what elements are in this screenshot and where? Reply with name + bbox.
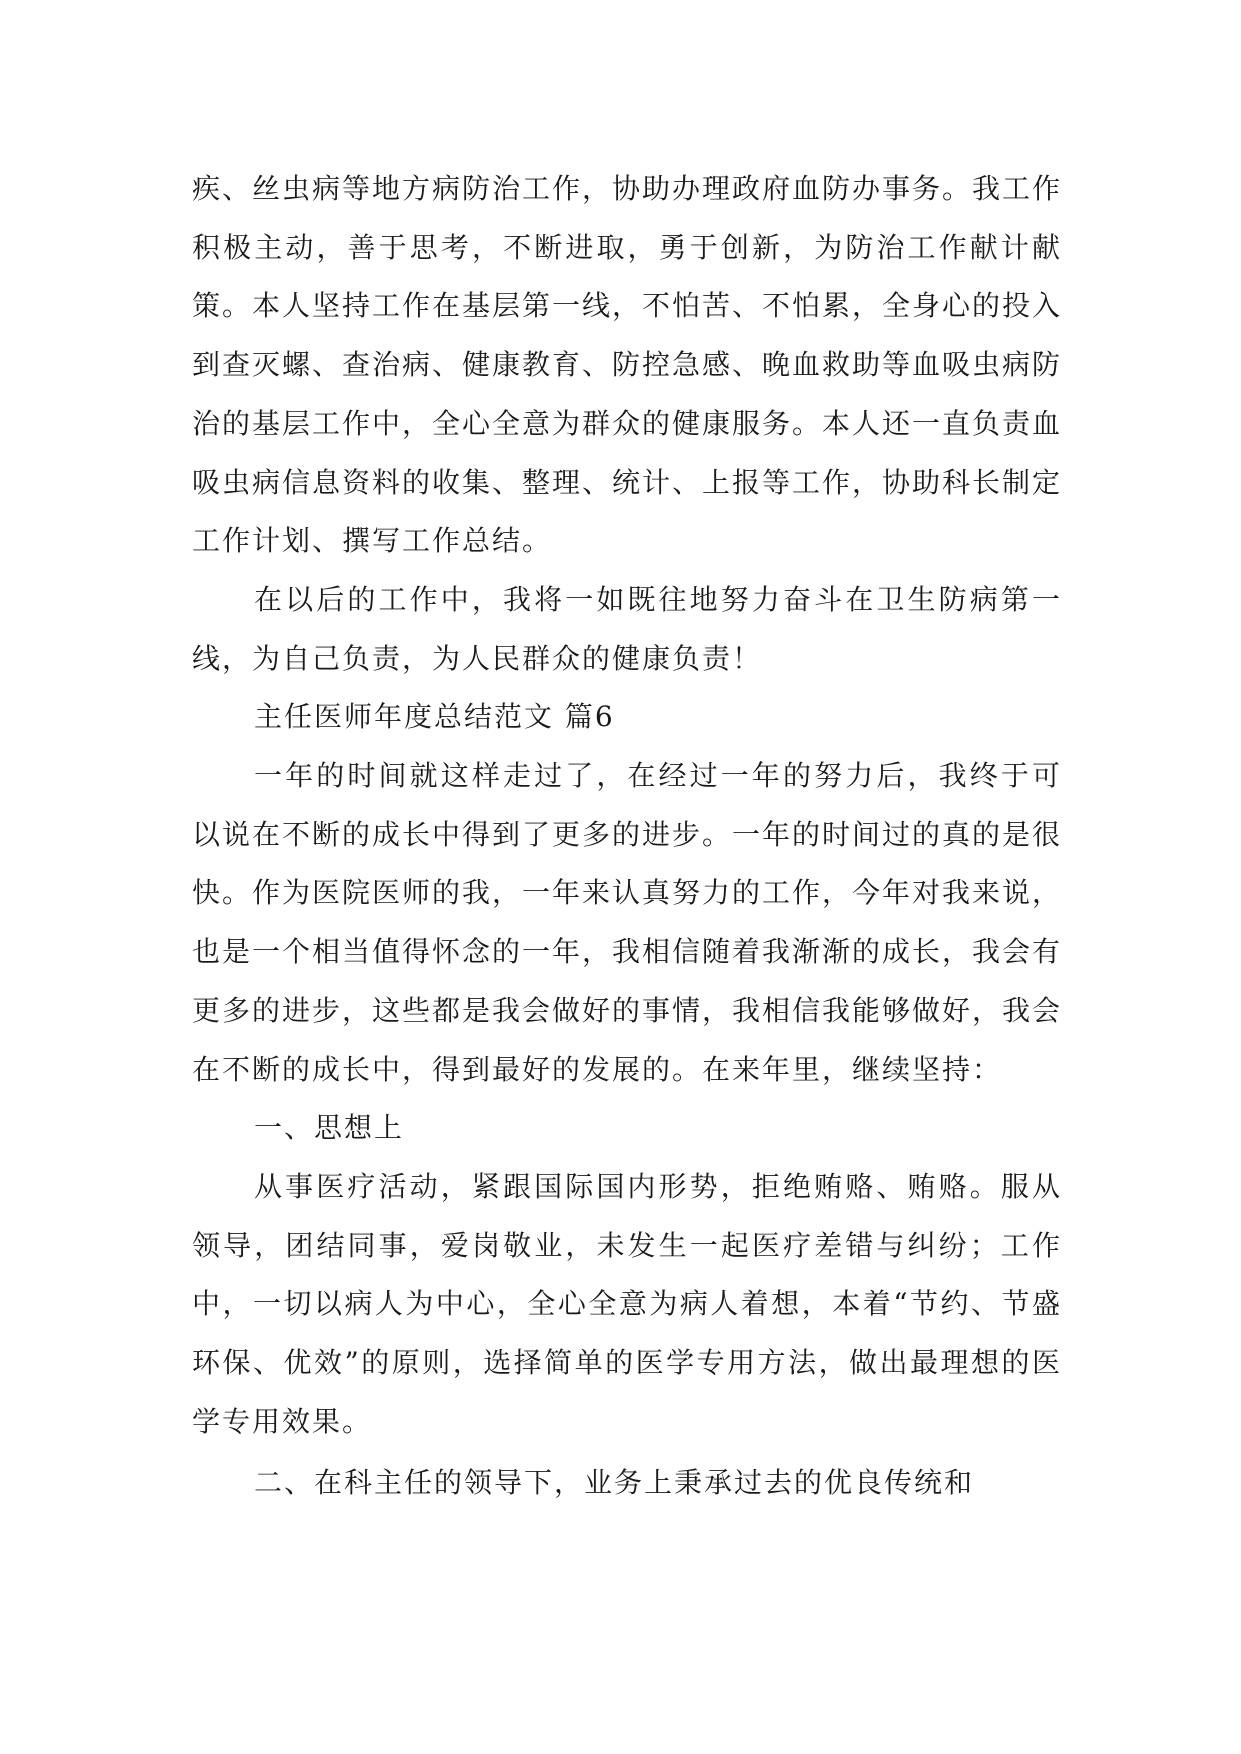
paragraph-continued-epidemic-work: 疾、丝虫病等地方病防治工作，协助办理政府血防办事务。我工作积极主动，善于思考，不断进取，勇于创新，为防治工作献计献策。本人坚持工作在基层第一线，不怕苦、不怕累，全身心的投入到查灭螺、查治病、健康教育、防控急感、晚血救助等血吸虫病防治的基层工作中，全心全意为群众的健康服务。本人还一直负责血吸虫病信息资料的收集、整理、统计、上报等工作，协助科长制定工作计划、撰写工作总结。 xyxy=(192,172,1063,558)
subheading-under-director: 二、在科主任的领导下，业务上秉承过去的优良传统和 xyxy=(254,1466,975,1500)
document-body xyxy=(192,160,1062,1514)
section-heading: 主任医师年度总结范文 篇6 xyxy=(254,700,615,734)
subheading-ideology: 一、思想上 xyxy=(254,1111,405,1145)
paragraph-year-review: 一年的时间就这样走过了，在经过一年的努力后，我终于可以说在不断的成长中得到了更多的进步。一年的时间过的真的是很快。作为医院医师的我，一年来认真努力的工作，今年对我来说，也是一个相当值得怀念的一年，我相信随着我渐渐的成长，我会有更多的进步，这些都是我会做好的事情，我相信我能够做好，我会在不断的成长中，得到最好的发展的。在来年里，继续坚持： xyxy=(192,759,1063,1086)
paragraph-medical-practice: 从事医疗活动，紧跟国际国内形势，拒绝贿赂、贿赂。服从领导，团结同事，爱岗敬业，未发生一起医疗差错与纠纷；工作中，一切以病人为中心，全心全意为病人着想，本着“节约、节盛环保、优效”的原则，选择简单的医学专用方法，做出最理想的医学专用效果。 xyxy=(192,1169,1062,1438)
paragraph-future-commitment: 在以后的工作中，我将一如既往地努力奋斗在卫生防病第一线，为自己负责，为人民群众的健康负责！ xyxy=(192,582,1062,675)
